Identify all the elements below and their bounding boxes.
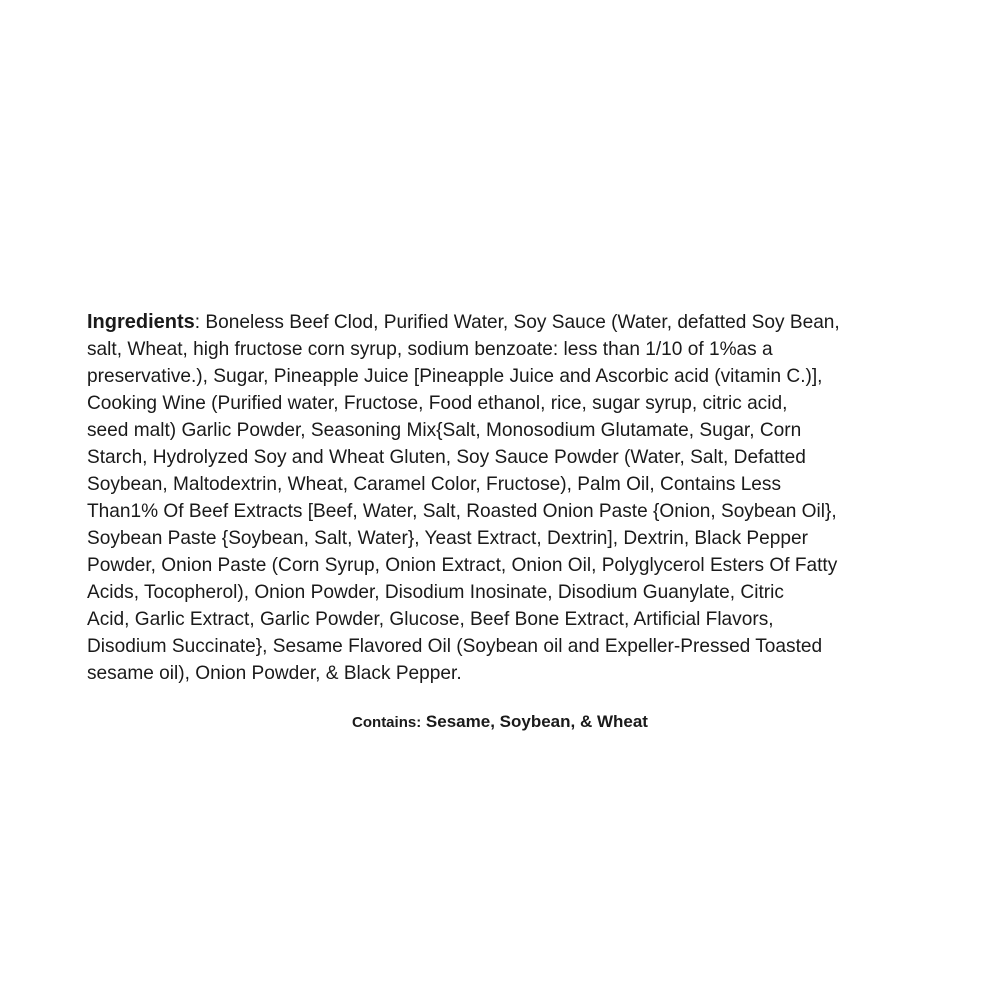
- ingredients-text: : Boneless Beef Clod, Purified Water, Soy Sauce (Water, defatted Soy Bean, salt, Wheat, high fructose corn syrup, sodium benzoate: less than 1/10 of 1%as a preservative.), Sugar, Pineapple Juice [Pineapple Juice and Ascorbic acid (vitamin C.)], Cooking Wine (Purified water, Fructose, Food ethanol, rice, sugar syrup, citric acid, seed malt) Garlic Powder, Seasoning Mix{Salt, Monosodium Glutamate, Sugar, Corn Starch, Hydrolyzed Soy and Wheat Gluten, Soy Sauce Powder (Water, Salt, Defatted Soybean, Maltodextrin, Wheat, Caramel Color, Fructose), Palm Oil, Contains Less Than1% Of Beef Extracts [Beef, Water, Salt, Roasted Onion Paste {Onion, Soybean Oil}, Soybean Paste {Soybean, Salt, Water}, Yeast Extract, Dextrin], Dextrin, Black Pepper Powder, Onion Paste (Corn Syrup, Onion Extract, Onion Oil, Polyglycerol Esters Of Fatty Acids, Tocopherol), Onion Powder, Disodium Inosinate, Disodium Guanylate, Citric Acid, Garlic Extract, Garlic Powder, Glucose, Beef Bone Extract, Artificial Flavors, Disodium Succinate}, Sesame Flavored Oil (Soybean oil and Expeller-Pressed Toasted sesame oil), Onion Powder, & Black Pepper.: [87, 312, 840, 684]
- allergen-label: Contains:: [352, 714, 422, 731]
- ingredients-paragraph: [87, 309, 927, 687]
- allergen-statement: [0, 712, 1000, 732]
- ingredients-heading: Ingredients: [87, 311, 195, 333]
- allergen-list: Sesame, Soybean, & Wheat: [421, 712, 648, 731]
